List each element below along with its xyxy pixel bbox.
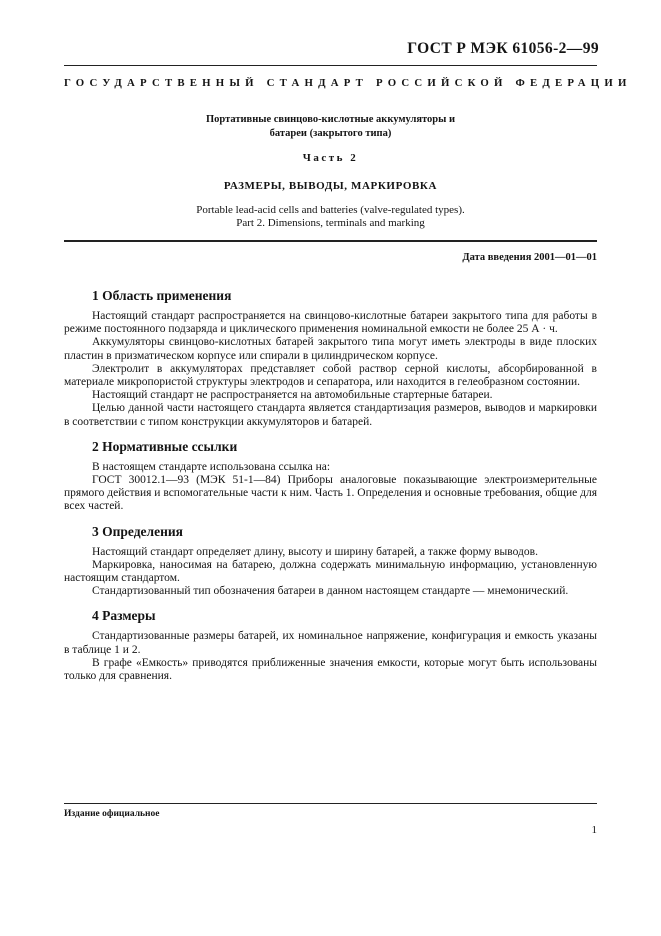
section-scope [64,288,597,429]
introduction-date: Дата введения 2001—01—01 [462,252,597,263]
title-ru-line-1: Портативные свинцово-кислотные аккумуляторы и [205,114,456,125]
title-ru-line-2: батареи (закрытого типа) [269,128,392,139]
title-en-line-1: Portable lead-acid cells and batteries (valve-regulated types). [196,204,465,216]
official-edition-label: Издание официальное [64,809,160,819]
paragraph: Электролит в аккумуляторах представляет собой раствор серной кислоты, абсорбированной в материале микропористой структуры электродов и сепаратора, или находится в гелеобразном состоянии. [64,362,597,389]
state-standard-title: ГОСУДАРСТВЕННЫЙ СТАНДАРТ РОССИЙСКОЙ ФЕДЕРАЦИИ [64,77,632,89]
title-en-line-2: Part 2. Dimensions, terminals and marking [236,217,425,229]
header-rule [64,65,597,66]
section-dimensions [64,608,597,683]
section-definitions [64,524,597,599]
section-title: 2 Нормативные ссылки [92,438,238,454]
document-subtitle: РАЗМЕРЫ, ВЫВОДЫ, МАРКИРОВКА [223,180,438,192]
paragraph: Настоящий стандарт распространяется на свинцово-кислотные батареи закрытого типа для работы в режиме постоянного подзаряда и циклического применения номинальной емкости не более 25 А · ч. [64,310,597,336]
footer-rule [64,803,597,804]
page-number: 1 [591,824,597,836]
paragraph: Стандартизованный тип обозначения батареи в данном настоящем стандарте — мнемонический. [92,585,569,598]
section-title: 3 Определения [92,523,183,539]
paragraph: В настоящем стандарте использована ссылка на: [92,460,331,473]
document-title-en [64,204,597,230]
paragraph: Настоящий стандарт не распространяется на автомобильные стартерные батареи. [92,389,493,402]
title-rule [64,240,597,242]
paragraph: Целью данной части настоящего стандарта является стандартизация размеров, выводов и маркировки в соответствии с типом конструкции аккумуляторов и батарей. [64,402,597,428]
part-label: Часть 2 [302,152,359,164]
paragraph: Настоящий стандарт определяет длину, высоту и ширину батарей, а также форму выводов. [92,545,538,558]
section-title: 4 Размеры [92,608,156,624]
paragraph: Стандартизованные размеры батарей, их номинальное напряжение, конфигурация и емкость указаны в таблице 1 и 2. [64,630,597,656]
document-title-ru [64,113,597,141]
paragraph: В графе «Емкость» приводятся приближенные значения емкости, которые могут быть использованы только для сравнения. [64,656,597,683]
document-code: ГОСТ Р МЭК 61056-2—99 [407,40,599,57]
document-body [64,288,597,693]
section-references [64,439,597,514]
paragraph: Аккумуляторы свинцово-кислотных батарей закрытого типа могут иметь электроды в виде плоских пластин в призматическом корпусе или спирали в цилиндрическом корпусе. [64,336,597,362]
paragraph: Маркировка, наносимая на батарею, должна содержать минимальную информацию, установленную настоящим стандартом. [64,558,597,585]
section-title: 1 Область применения [92,288,232,303]
paragraph: ГОСТ 30012.1—93 (МЭК 51-1—84) Приборы аналоговые показывающие электроизмерительные прямого действия и вспомогательные части к ним. Часть 1. Определения и основные требования, общие для всех частей. [64,474,597,513]
